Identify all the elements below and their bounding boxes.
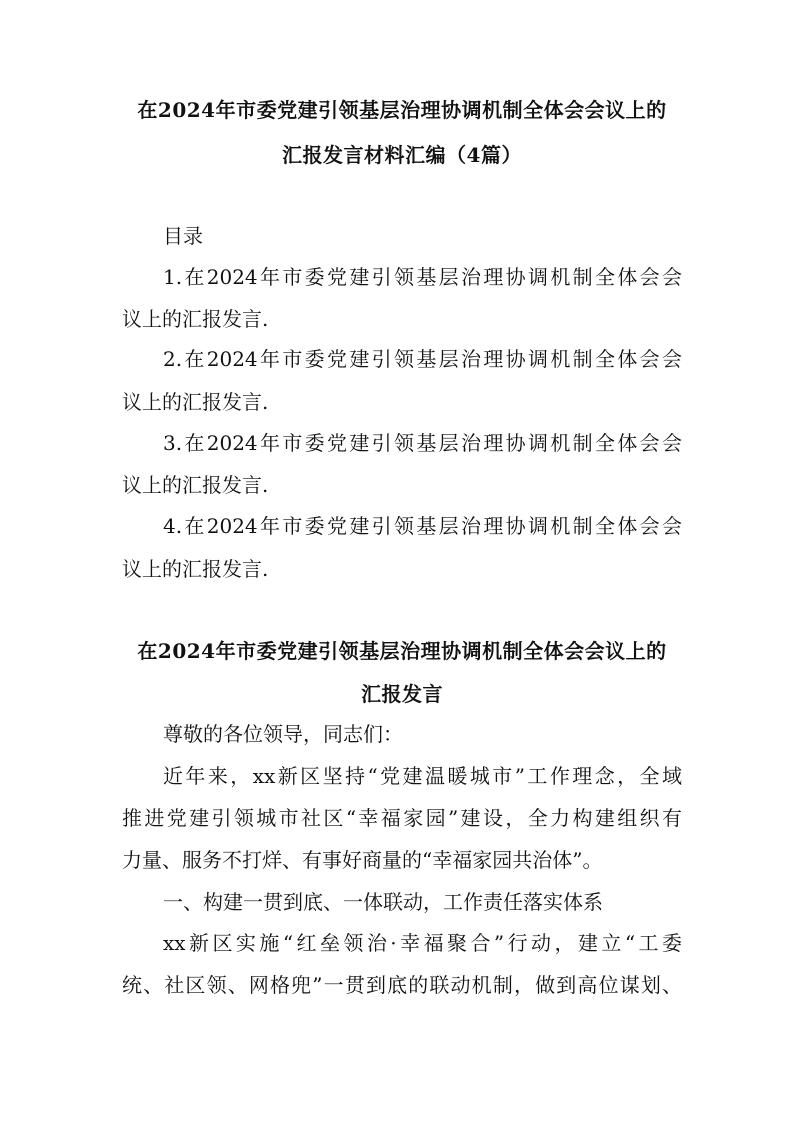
toc-item-1-line-1: 1.在2024年市委党建引领基层治理协调机制全体会会 [163, 265, 682, 289]
toc-heading: 目录 [163, 224, 203, 248]
paragraph-2-line-1: xx新区实施“红垒领治·幸福聚合”行动，建立“工委 [163, 931, 682, 955]
toc-item-3-line-1: 3.在2024年市委党建引领基层治理协调机制全体会会 [163, 431, 682, 455]
paragraph-1-line-3: 力量、服务不打烊、有事好商量的“幸福家园共治体”。 [122, 848, 603, 872]
document-title-line-1: 在2024年市委党建引领基层治理协调机制全体会会议上的 [137, 98, 667, 122]
toc-item-3-line-2: 议上的汇报发言. [122, 473, 269, 497]
paragraph-1-line-2: 推进党建引领城市社区“幸福家园”建设，全力构建组织有 [122, 806, 682, 830]
toc-item-2-line-1: 2.在2024年市委党建引领基层治理协调机制全体会会 [163, 347, 682, 371]
toc-item-4-line-2: 议上的汇报发言. [122, 557, 269, 581]
section-title-line-2: 汇报发言 [361, 682, 443, 706]
document-title-line-2: 汇报发言材料汇编（4篇） [282, 143, 522, 167]
toc-item-2-line-2: 议上的汇报发言. [122, 390, 269, 414]
toc-item-1-line-2: 议上的汇报发言. [122, 307, 269, 331]
toc-item-4-line-1: 4.在2024年市委党建引领基层治理协调机制全体会会 [163, 514, 682, 538]
section-heading-1: 一、构建一贯到底、一体联动，工作责任落实体系 [163, 890, 603, 914]
section-title-line-1: 在2024年市委党建引领基层治理协调机制全体会会议上的 [137, 639, 667, 663]
paragraph-1-line-1: 近年来，xx新区坚持“党建温暖城市”工作理念，全域 [163, 764, 682, 788]
paragraph-2-line-2: 统、社区领、网格兜”一贯到底的联动机制，做到高位谋划、 [122, 973, 682, 997]
salutation: 尊敬的各位领导，同志们： [163, 722, 403, 746]
